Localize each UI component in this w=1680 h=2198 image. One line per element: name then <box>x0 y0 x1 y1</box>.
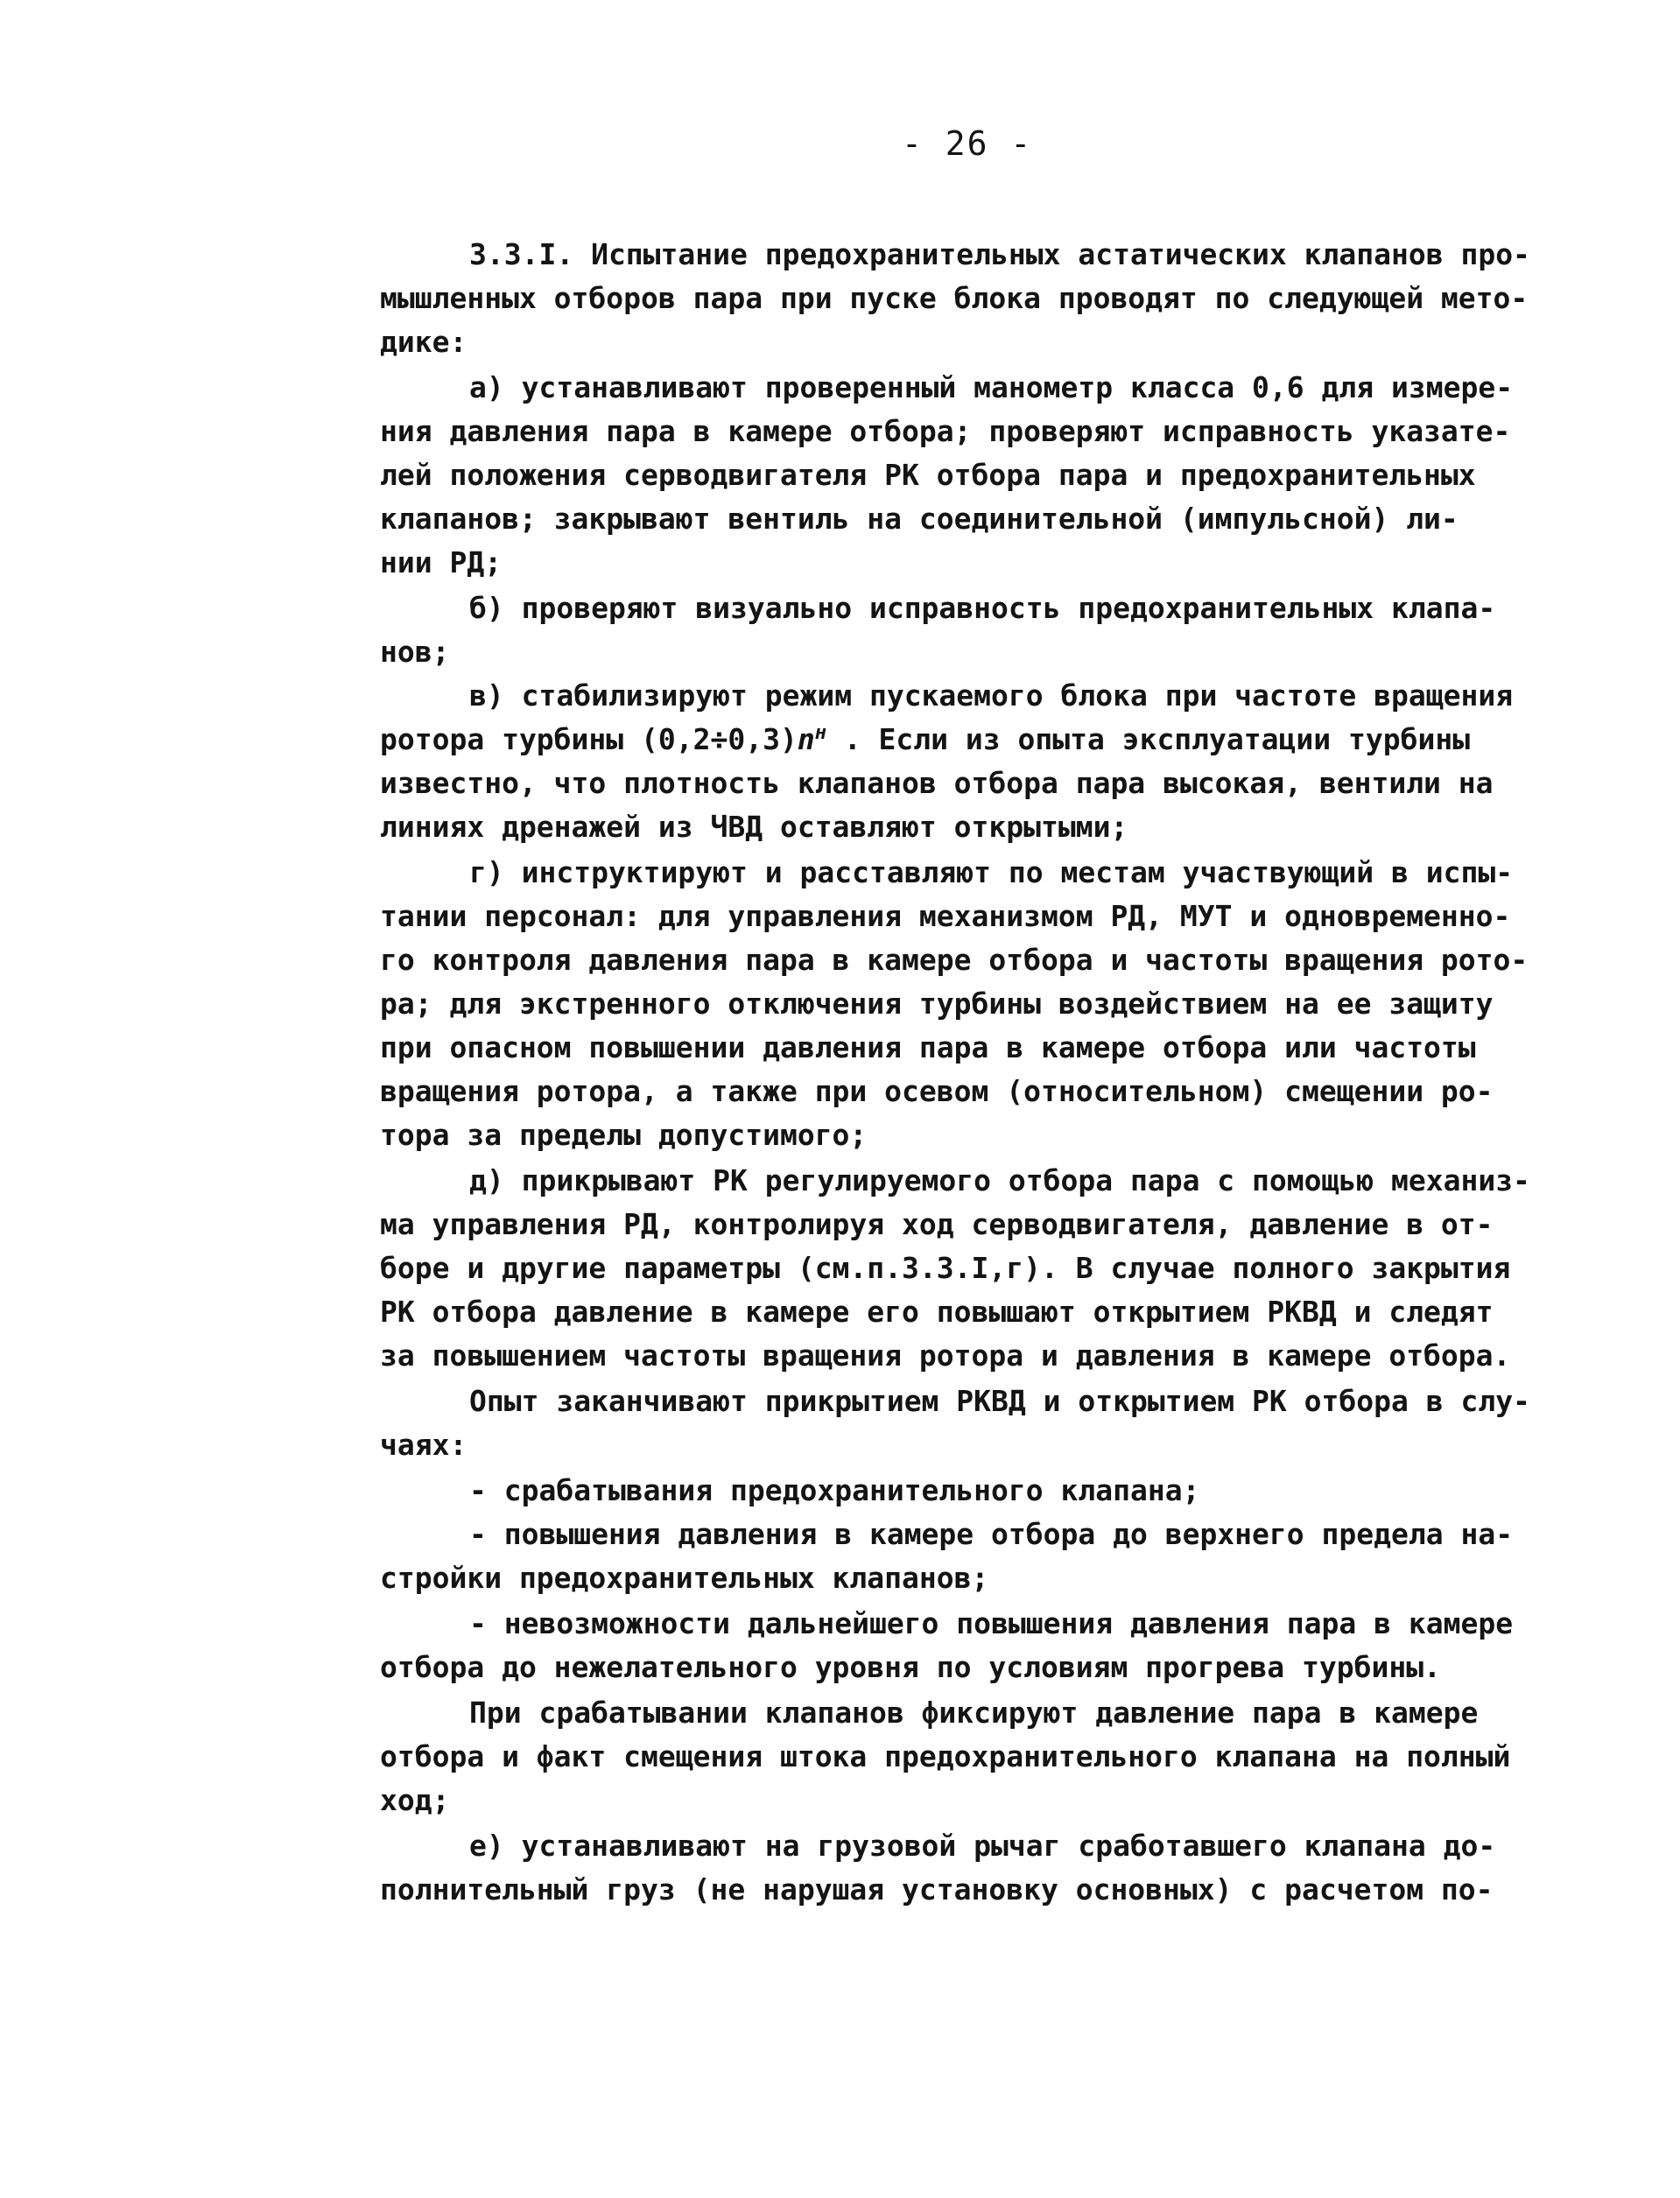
text-line: го контроля давления пара в камере отбора и частоты вращения рото- <box>380 943 1529 977</box>
formula-prefix: ротора турбины (0,2÷0,3) <box>380 722 798 756</box>
formula-tail: . Если из опыта эксплуатации турбины <box>826 722 1471 756</box>
text-line: б) проверяют визуально исправность предохранительных клапа- <box>469 591 1496 625</box>
text-line: нов; <box>380 635 450 669</box>
text-line: ра; для экстренного отключения турбины воздействием на ее защиту <box>380 987 1494 1021</box>
formula-superscript: н <box>814 722 826 744</box>
text-line: известно, что плотность клапанов отбора пара высокая, вентили на <box>380 766 1494 800</box>
text-line: а) устанавливают проверенный манометр класса 0,6 для измере- <box>469 370 1514 404</box>
text-line: за повышением частоты вращения ротора и давления в камере отбора. <box>380 1338 1511 1373</box>
text-line: отбора и факт смещения штока предохранительного клапана на полный <box>380 1739 1511 1773</box>
text-line: - невозможности дальнейшего повышения давления пара в камере <box>469 1606 1514 1640</box>
page-number: - 26 - <box>902 124 1033 163</box>
text-line: вращения ротора, а также при осевом (относительном) смещении ро- <box>380 1074 1494 1108</box>
text-line: клапанов; закрывают вентиль на соединительной (импульсной) ли- <box>380 502 1459 536</box>
text-line: д) прикрывают РК регулируемого отбора пара с помощью механиз- <box>469 1163 1530 1197</box>
text-line: е) устанавливают на грузовой рычаг сработавшего клапана до- <box>469 1829 1496 1863</box>
text-line: При срабатывании клапанов фиксируют давление пара в камере <box>469 1696 1479 1730</box>
text-line: отбора до нежелательного уровня по условиям прогрева турбины. <box>380 1650 1441 1684</box>
text-line: линиях дренажей из ЧВД оставляют открытыми; <box>380 810 1128 844</box>
text-line: ма управления РД, контролируя ход серводвигателя, давление в от- <box>380 1207 1494 1241</box>
text-line: ния давления пара в камере отбора; проверяют исправность указате- <box>380 414 1511 448</box>
text-line: чаях: <box>380 1428 467 1462</box>
text-line: РК отбора давление в камере его повышают открытием РКВД и следят <box>380 1295 1494 1329</box>
text-line: лей положения серводвигателя РК отбора пара и предохранительных <box>380 458 1476 492</box>
formula-variable: n <box>797 722 815 756</box>
text-line: тании персонал: для управления механизмом РД, МУТ и одновременно- <box>380 899 1511 933</box>
text-line: при опасном повышении давления пара в камере отбора или частоты <box>380 1030 1476 1064</box>
text-line: мышленных отборов пара при пуске блока проводят по следующей мето- <box>380 281 1529 315</box>
text-line: - повышения давления в камере отбора до верхнего предела на- <box>469 1517 1514 1551</box>
text-line: Опыт заканчивают прикрытием РКВД и открытием РК отбора в слу- <box>469 1384 1530 1418</box>
text-line: дике: <box>380 325 467 359</box>
text-line: 3.3.I. Испытание предохранительных астатических клапанов про- <box>469 237 1530 271</box>
text-line: ход; <box>380 1783 450 1817</box>
text-line: тора за пределы допустимого; <box>380 1118 868 1152</box>
text-line: нии РД; <box>380 545 503 579</box>
text-line: - срабатывания предохранительного клапана; <box>469 1473 1200 1507</box>
text-line-with-formula <box>380 718 1470 762</box>
text-line: боре и другие параметры (см.п.3.3.I,г). В случае полного закрытия <box>380 1251 1511 1285</box>
text-line: полнительный груз (не нарушая установку основных) с расчетом по- <box>380 1872 1494 1907</box>
text-line: г) инструктируют и расставляют по местам участвующий в испы- <box>469 855 1514 889</box>
text-line: в) стабилизируют режим пускаемого блока при частоте вращения <box>469 678 1514 713</box>
text-line: стройки предохранительных клапанов; <box>380 1561 989 1595</box>
